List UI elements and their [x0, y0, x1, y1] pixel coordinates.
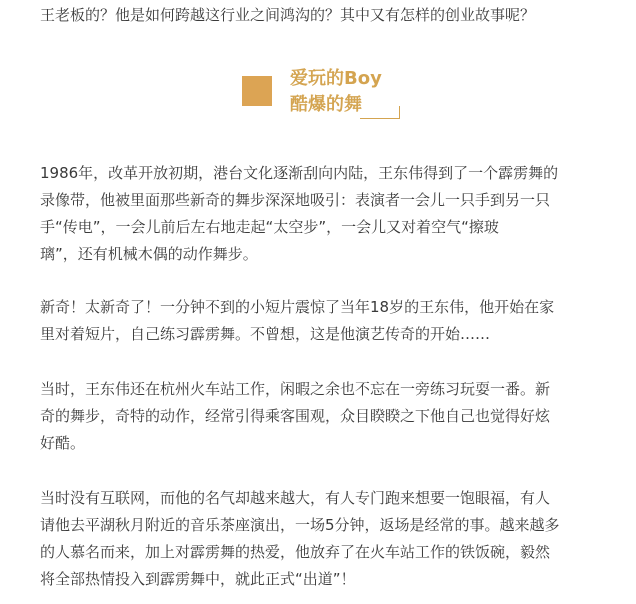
- paragraph-line: 的人慕名而来，加上对霹雳舞的热爱，他放弃了在火车站工作的铁饭碗，毅然: [40, 543, 551, 561]
- heading-text: [290, 66, 382, 118]
- heading-tick-decoration: [399, 106, 400, 119]
- paragraph-line: 录像带，他被里面那些新奇的舞步深深地吸引：表演者一会儿一只手到另一只: [40, 191, 551, 209]
- paragraph-line: 里对着短片，自己练习霹雳舞。不曾想，这是他演艺传奇的开始……: [40, 325, 491, 343]
- paragraph-2: [40, 294, 606, 348]
- intro-text: 王老板的？他是如何跨越这行业之间鸿沟的？其中又有怎样的创业故事呢？: [40, 6, 536, 24]
- paragraph-line: 璃”，还有机械木偶的动作舞步。: [40, 245, 258, 263]
- paragraph-line: 当时没有互联网，而他的名气却越来越大，有人专门跑来想要一饱眼福，有人: [40, 489, 551, 507]
- paragraph-line: 请他去平湖秋月附近的音乐茶座演出，一场5分钟，返场是经常的事。越来越多: [40, 516, 560, 534]
- heading-square-decoration: [242, 76, 272, 106]
- paragraph-line: 好酷。: [40, 434, 86, 452]
- heading-line-2: 酷爆的舞: [290, 94, 362, 115]
- paragraph-line: 将全部热情投入到霹雳舞中，就此正式“出道”！: [40, 570, 356, 588]
- paragraph-4: [40, 485, 606, 593]
- paragraph-1: [40, 160, 606, 268]
- section-heading: [240, 66, 410, 124]
- paragraph-3: [40, 376, 606, 457]
- paragraph-line: 新奇！太新奇了！一分钟不到的小短片震惊了当年18岁的王东伟，他开始在家: [40, 298, 555, 316]
- heading-underline-decoration: [360, 118, 400, 119]
- heading-line-1: 爱玩的Boy: [290, 68, 382, 89]
- paragraph-line: 手“传电”，一会儿前后左右地走起“太空步”，一会儿又对着空气“擦玻: [40, 218, 499, 236]
- paragraph-line: 当时，王东伟还在杭州火车站工作，闲暇之余也不忘在一旁练习玩耍一番。新: [40, 380, 551, 398]
- paragraph-line: 1986年，改革开放初期，港台文化逐渐刮向内陆，王东伟得到了一个霹雳舞的: [40, 164, 559, 182]
- paragraph-line: 奇的舞步，奇特的动作，经常引得乘客围观，众目睽睽之下他自己也觉得好炫: [40, 407, 551, 425]
